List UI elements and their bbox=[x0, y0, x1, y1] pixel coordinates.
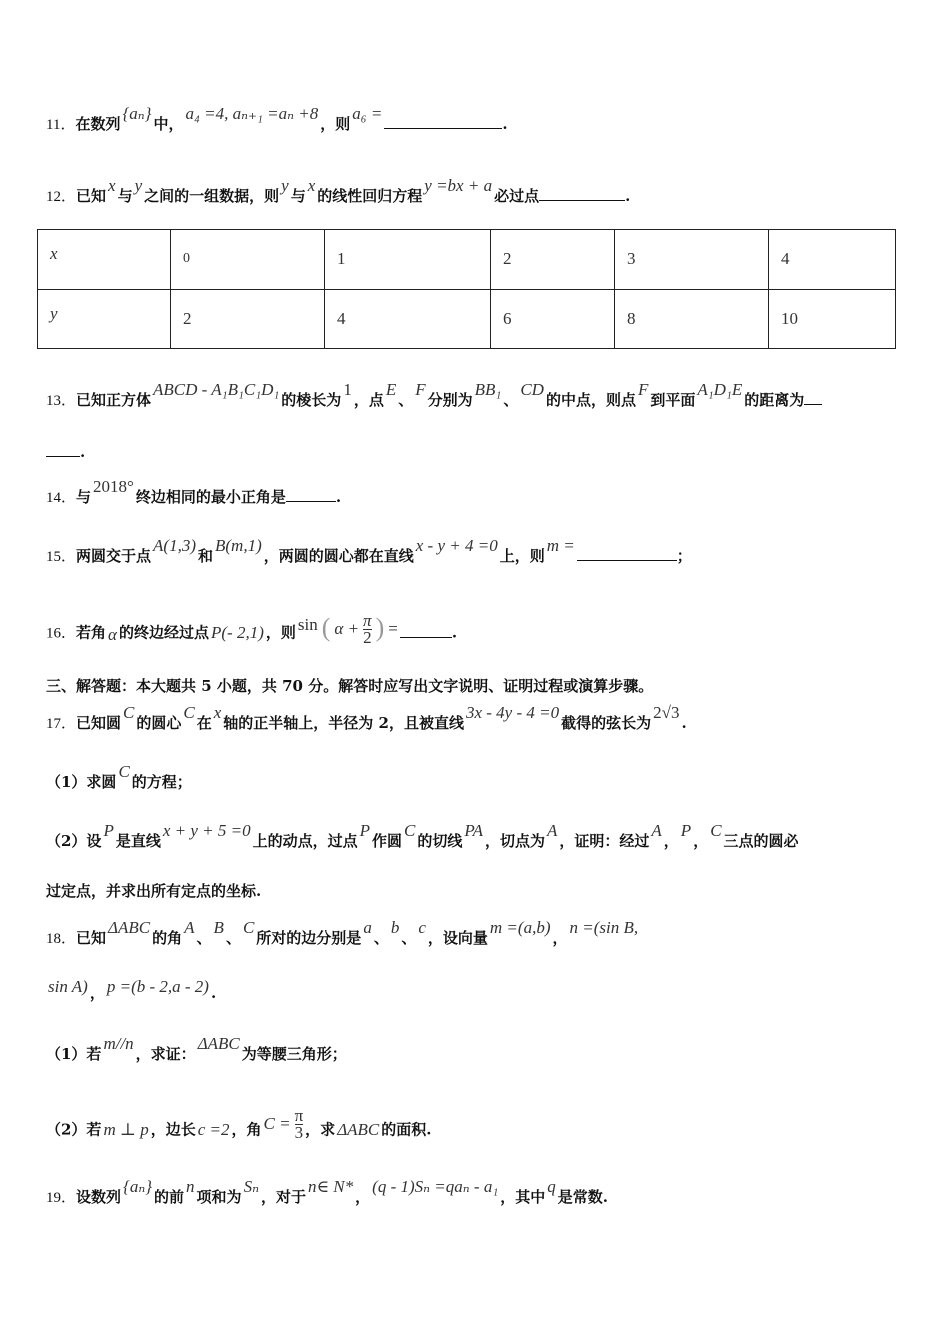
math: CD bbox=[520, 380, 544, 399]
text: （2）若 bbox=[46, 1120, 102, 1139]
answer-blank[interactable] bbox=[539, 186, 625, 201]
text: 截得的弦长为 bbox=[561, 714, 652, 732]
question-number: 14． bbox=[46, 490, 77, 506]
table-cell: 2 bbox=[171, 289, 325, 349]
math: ΔABC bbox=[197, 1034, 240, 1053]
text: ， bbox=[693, 832, 709, 850]
text: 为等腰三角形； bbox=[241, 1045, 347, 1063]
math: C bbox=[710, 821, 722, 840]
text: 之间的一组数据，则 bbox=[144, 187, 280, 205]
math: 2018° bbox=[93, 477, 134, 496]
math: a₄ =4, aₙ₊₁ =aₙ +8 bbox=[185, 104, 319, 123]
math: P(- 2,1) bbox=[210, 622, 264, 642]
table-cell: 3 bbox=[615, 230, 769, 290]
denominator: 3 bbox=[294, 1123, 304, 1142]
text: 、 bbox=[196, 929, 212, 947]
text: 的切线 bbox=[417, 832, 463, 850]
table-cell: x bbox=[38, 230, 171, 290]
question-number: 13． bbox=[46, 393, 77, 409]
text: ，证明：经过 bbox=[559, 832, 650, 850]
text: 中， bbox=[153, 115, 184, 133]
math: B bbox=[213, 918, 224, 937]
math: 3x - 4y - 4 =0 bbox=[465, 703, 560, 722]
table-cell: 0 bbox=[171, 230, 325, 290]
text: . bbox=[451, 623, 458, 642]
text: 的距离为 bbox=[744, 391, 805, 409]
math: y bbox=[134, 176, 143, 195]
math: sin bbox=[297, 614, 318, 634]
question-19 bbox=[46, 1177, 608, 1209]
text: 的终边经过点 bbox=[118, 623, 209, 642]
text: . bbox=[335, 488, 342, 506]
section-3-heading: 三、解答题：本大题共 5 小题，共 70 分。解答时应写出文字说明、证明过程或演算步骤。 bbox=[46, 677, 654, 695]
table-cell: 6 bbox=[491, 289, 615, 349]
table-cell: 4 bbox=[769, 230, 896, 290]
question-16 bbox=[46, 611, 458, 650]
text: 是直线 bbox=[115, 832, 161, 850]
text: 的棱长为 bbox=[281, 391, 342, 409]
math: P bbox=[359, 821, 371, 840]
question-13 bbox=[46, 380, 822, 412]
text: 上，则 bbox=[499, 547, 545, 565]
text: 已知 bbox=[76, 929, 107, 947]
text: （1）若 bbox=[46, 1045, 102, 1063]
text: 作圆 bbox=[372, 832, 403, 850]
text: ，求 bbox=[305, 1120, 336, 1139]
text: 的角 bbox=[152, 929, 183, 947]
text: （2）设 bbox=[46, 832, 102, 850]
text: . bbox=[210, 984, 217, 1002]
math: {aₙ} bbox=[123, 1177, 153, 1196]
text: 已知圆 bbox=[76, 714, 122, 732]
text: 与 bbox=[117, 187, 133, 205]
text: 设数列 bbox=[76, 1188, 122, 1206]
table-cell: 2 bbox=[491, 230, 615, 290]
math: ΔABC bbox=[337, 1119, 380, 1139]
text: 在数列 bbox=[75, 115, 121, 133]
text: ，其中 bbox=[500, 1188, 546, 1206]
answer-blank[interactable] bbox=[400, 623, 452, 638]
math: F bbox=[637, 380, 649, 399]
text: （1）求圆 bbox=[46, 773, 117, 791]
math: A₁D₁E bbox=[697, 380, 743, 399]
table-cell: 4 bbox=[325, 289, 491, 349]
text: 、 bbox=[398, 391, 414, 409]
question-17-part-2-cont: 过定点，并求出所有定点的坐标. bbox=[46, 882, 262, 900]
math: α + bbox=[334, 618, 360, 638]
table-cell: 8 bbox=[615, 289, 769, 349]
math: (q - 1)Sₙ =qaₙ - a₁ bbox=[372, 1177, 499, 1196]
answer-blank[interactable] bbox=[286, 487, 336, 502]
math: 2√3 bbox=[653, 703, 680, 722]
text: 和 bbox=[198, 547, 214, 565]
math: = bbox=[388, 618, 398, 638]
math: a₆ = bbox=[352, 104, 383, 123]
math: C bbox=[118, 762, 130, 781]
text: 已知正方体 bbox=[76, 391, 152, 409]
right-paren: ) bbox=[375, 612, 385, 642]
text: ，边长 bbox=[150, 1120, 196, 1139]
answer-blank[interactable] bbox=[804, 390, 822, 405]
math: 1 bbox=[343, 380, 352, 399]
text: ， bbox=[89, 984, 105, 1002]
question-12 bbox=[46, 176, 631, 208]
math: q bbox=[547, 1177, 556, 1196]
answer-blank[interactable] bbox=[46, 442, 80, 457]
text: . bbox=[80, 443, 86, 461]
math: c =2 bbox=[197, 1119, 230, 1139]
text: 已知 bbox=[76, 187, 107, 205]
text: ，对于 bbox=[260, 1188, 306, 1206]
math: A bbox=[184, 918, 195, 937]
question-number: 16． bbox=[46, 625, 77, 642]
answer-blank[interactable] bbox=[577, 546, 677, 561]
math: F bbox=[415, 380, 426, 399]
text: 是常数. bbox=[557, 1188, 608, 1206]
math: m//n bbox=[103, 1034, 134, 1053]
question-number: 17． bbox=[46, 716, 77, 732]
math: m =(a,b) bbox=[489, 918, 551, 937]
math: y bbox=[281, 176, 289, 195]
text: 在 bbox=[196, 714, 212, 732]
text: 的圆心 bbox=[136, 714, 182, 732]
text: 三点的圆必 bbox=[723, 832, 799, 850]
question-number: 18． bbox=[46, 931, 77, 947]
numerator: π bbox=[294, 1106, 304, 1125]
math: x + y + 5 =0 bbox=[162, 821, 251, 840]
text: 、 bbox=[401, 929, 417, 947]
math: y =bx + a bbox=[424, 176, 493, 195]
question-17-part-1 bbox=[46, 762, 192, 793]
math: C bbox=[404, 821, 416, 840]
text: . bbox=[681, 714, 687, 732]
text: 、 bbox=[373, 929, 389, 947]
text: . bbox=[625, 187, 631, 205]
math: b bbox=[390, 918, 400, 937]
table-cell: 10 bbox=[769, 289, 896, 349]
question-14 bbox=[46, 477, 342, 509]
fraction bbox=[295, 1108, 304, 1141]
math: C bbox=[183, 703, 195, 722]
math: A bbox=[546, 821, 558, 840]
question-18-part-1 bbox=[46, 1034, 347, 1065]
math: n∈ N* bbox=[307, 1177, 354, 1196]
question-number: 12． bbox=[46, 189, 77, 205]
text: 所对的边分别是 bbox=[256, 929, 362, 947]
question-15 bbox=[46, 536, 692, 568]
math: sin A) bbox=[48, 977, 88, 996]
text: ， bbox=[663, 832, 679, 850]
math: A bbox=[651, 821, 662, 840]
math: a bbox=[363, 918, 372, 937]
math: x bbox=[108, 176, 116, 195]
math: m = bbox=[546, 536, 575, 555]
text: 两圆交于点 bbox=[76, 547, 152, 565]
text: ； bbox=[676, 547, 692, 565]
text: 若角 bbox=[76, 623, 107, 642]
text: ， bbox=[355, 1188, 371, 1206]
text: ，设向量 bbox=[427, 929, 488, 947]
table-cell: 1 bbox=[325, 230, 491, 290]
math: PA bbox=[464, 821, 483, 840]
math: B(m,1) bbox=[215, 536, 262, 555]
math: p =(b - 2,a - 2) bbox=[106, 977, 209, 996]
fraction bbox=[363, 613, 372, 646]
question-number: 19． bbox=[46, 1190, 77, 1206]
text: 轴的正半轴上，半径为 2，且被直线 bbox=[223, 714, 464, 732]
question-17-part-2 bbox=[46, 821, 799, 852]
math: BB₁ bbox=[474, 380, 502, 399]
math: n =(sin B, bbox=[569, 918, 639, 937]
text: 到平面 bbox=[650, 391, 696, 409]
table-cell: y bbox=[38, 289, 171, 349]
question-13-cont bbox=[46, 441, 85, 463]
math: x - y + 4 =0 bbox=[415, 536, 498, 555]
text: ，两圆的圆心都在直线 bbox=[263, 547, 414, 565]
text: 、 bbox=[503, 391, 519, 409]
math: c bbox=[418, 918, 426, 937]
math: n bbox=[186, 1177, 195, 1196]
math: P bbox=[103, 821, 114, 840]
text: 的方程； bbox=[131, 773, 192, 791]
text: 的线性回归方程 bbox=[317, 187, 423, 205]
text: ，求证： bbox=[135, 1045, 196, 1063]
text: 分别为 bbox=[427, 391, 473, 409]
table-row bbox=[38, 230, 896, 290]
question-number: 15． bbox=[46, 549, 77, 565]
math: A(1,3) bbox=[153, 536, 196, 555]
table-row bbox=[38, 289, 896, 349]
text: ，点 bbox=[353, 391, 384, 409]
text: ， bbox=[552, 929, 568, 947]
text: 终边相同的最小正角是 bbox=[135, 488, 286, 506]
text: 与 bbox=[76, 488, 92, 506]
text: ，切点为 bbox=[484, 832, 545, 850]
text: . bbox=[502, 115, 508, 133]
math: α bbox=[108, 624, 117, 644]
data-table bbox=[37, 229, 896, 349]
answer-blank[interactable] bbox=[384, 114, 502, 129]
text: ，则 bbox=[265, 623, 296, 642]
math: E bbox=[385, 380, 397, 399]
text: 与 bbox=[290, 187, 306, 205]
question-number: 11． bbox=[46, 117, 76, 133]
text: 、 bbox=[225, 929, 241, 947]
text: 的中点，则点 bbox=[545, 391, 636, 409]
math: P bbox=[680, 821, 692, 840]
math: x bbox=[213, 703, 222, 722]
math: ABCD - A₁B₁C₁D₁ bbox=[153, 380, 280, 399]
text: ，角 bbox=[231, 1120, 262, 1139]
math: C bbox=[242, 918, 255, 937]
question-18-part-2 bbox=[46, 1106, 432, 1147]
math: C = bbox=[263, 1113, 291, 1133]
text: 项和为 bbox=[196, 1188, 242, 1206]
question-17 bbox=[46, 703, 687, 735]
question-18-cont bbox=[46, 977, 217, 1004]
math: ΔABC bbox=[108, 918, 151, 937]
math: Sₙ bbox=[243, 1177, 259, 1196]
denominator: 2 bbox=[363, 628, 372, 647]
question-18 bbox=[46, 918, 640, 950]
numerator: π bbox=[363, 611, 372, 630]
question-11 bbox=[46, 104, 508, 136]
math: {aₙ} bbox=[122, 104, 152, 123]
text: 的前 bbox=[154, 1188, 185, 1206]
math: x bbox=[307, 176, 316, 195]
text: 必过点 bbox=[494, 187, 540, 205]
math: m ⊥ p bbox=[103, 1119, 149, 1139]
math: C bbox=[123, 703, 135, 722]
left-paren: ( bbox=[321, 612, 331, 642]
text: ，则 bbox=[320, 115, 351, 133]
text: 上的动点，过点 bbox=[252, 832, 358, 850]
text: 的面积. bbox=[381, 1120, 432, 1139]
